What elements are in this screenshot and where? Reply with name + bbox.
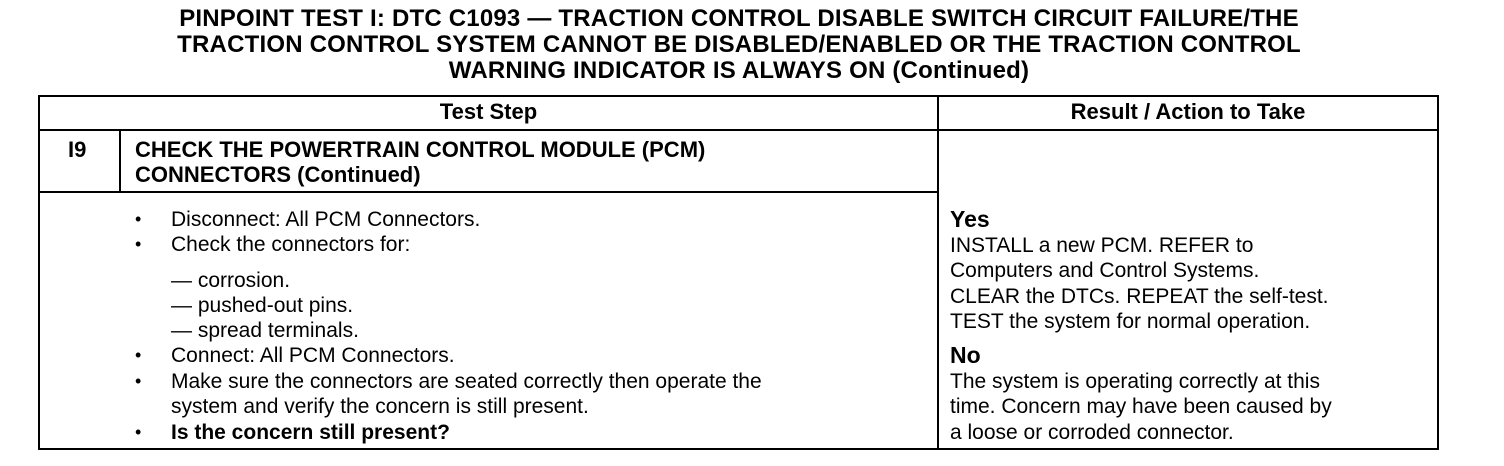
column-divider-step-id bbox=[119, 130, 121, 192]
bullet-marker: • bbox=[135, 234, 142, 254]
column-divider-result bbox=[937, 95, 939, 450]
step-title bbox=[135, 137, 705, 187]
result-no-line-2: time. Concern may have been caused by bbox=[950, 395, 1332, 418]
bullet-disconnect: Disconnect: All PCM Connectors. bbox=[171, 208, 481, 231]
step-title-line-2: CONNECTORS (Continued) bbox=[135, 162, 421, 187]
result-yes-line-2: Computers and Control Systems. bbox=[950, 259, 1260, 282]
result-yes-line-4: TEST the system for normal operation. bbox=[950, 310, 1311, 333]
step-title-line-1: CHECK THE POWERTRAIN CONTROL MODULE (PCM) bbox=[135, 137, 706, 162]
bullet-make-sure-line-1: Make sure the connectors are seated correctly then operate the bbox=[171, 370, 762, 393]
header-rule bbox=[38, 129, 1439, 131]
bullet-marker: • bbox=[135, 345, 142, 365]
sub-item-pushed-out-pins: — pushed-out pins. bbox=[171, 294, 354, 317]
bullet-make-sure-line-2: system and verify the concern is still present. bbox=[171, 395, 589, 418]
sub-item-corrosion: — corrosion. bbox=[171, 269, 291, 292]
step-title-rule bbox=[38, 191, 939, 193]
result-no-label: No bbox=[950, 342, 981, 368]
bullet-marker: • bbox=[135, 209, 142, 229]
header-result-action: Result / Action to Take bbox=[1070, 99, 1306, 124]
bullet-question: Is the concern still present? bbox=[171, 421, 450, 444]
result-yes-label: Yes bbox=[950, 206, 990, 232]
header-test-step: Test Step bbox=[439, 99, 538, 124]
sub-item-spread-terminals: — spread terminals. bbox=[171, 319, 359, 342]
result-yes-line-3: CLEAR the DTCs. REPEAT the self-test. bbox=[950, 285, 1329, 308]
bullet-check-connectors: Check the connectors for: bbox=[171, 233, 411, 256]
result-yes-line-1: INSTALL a new PCM. REFER to bbox=[950, 234, 1254, 257]
title-line-1: PINPOINT TEST I: DTC C1093 — TRACTION CONTROL DISABLE SWITCH CIRCUIT FAILURE/THE bbox=[179, 5, 1299, 32]
page-title bbox=[40, 6, 1438, 84]
result-no-line-3: a loose or corroded connector. bbox=[950, 421, 1234, 444]
step-id: I9 bbox=[68, 137, 87, 162]
result-no-line-1: The system is operating correctly at this bbox=[950, 370, 1320, 393]
bullet-connect: Connect: All PCM Connectors. bbox=[171, 344, 455, 367]
title-line-3: WARNING INDICATOR IS ALWAYS ON (Continued) bbox=[448, 57, 1030, 84]
title-line-2: TRACTION CONTROL SYSTEM CANNOT BE DISABLED/ENABLED OR THE TRACTION CONTROL bbox=[177, 31, 1301, 58]
bullet-marker: • bbox=[135, 371, 142, 391]
bullet-marker: • bbox=[135, 422, 142, 442]
